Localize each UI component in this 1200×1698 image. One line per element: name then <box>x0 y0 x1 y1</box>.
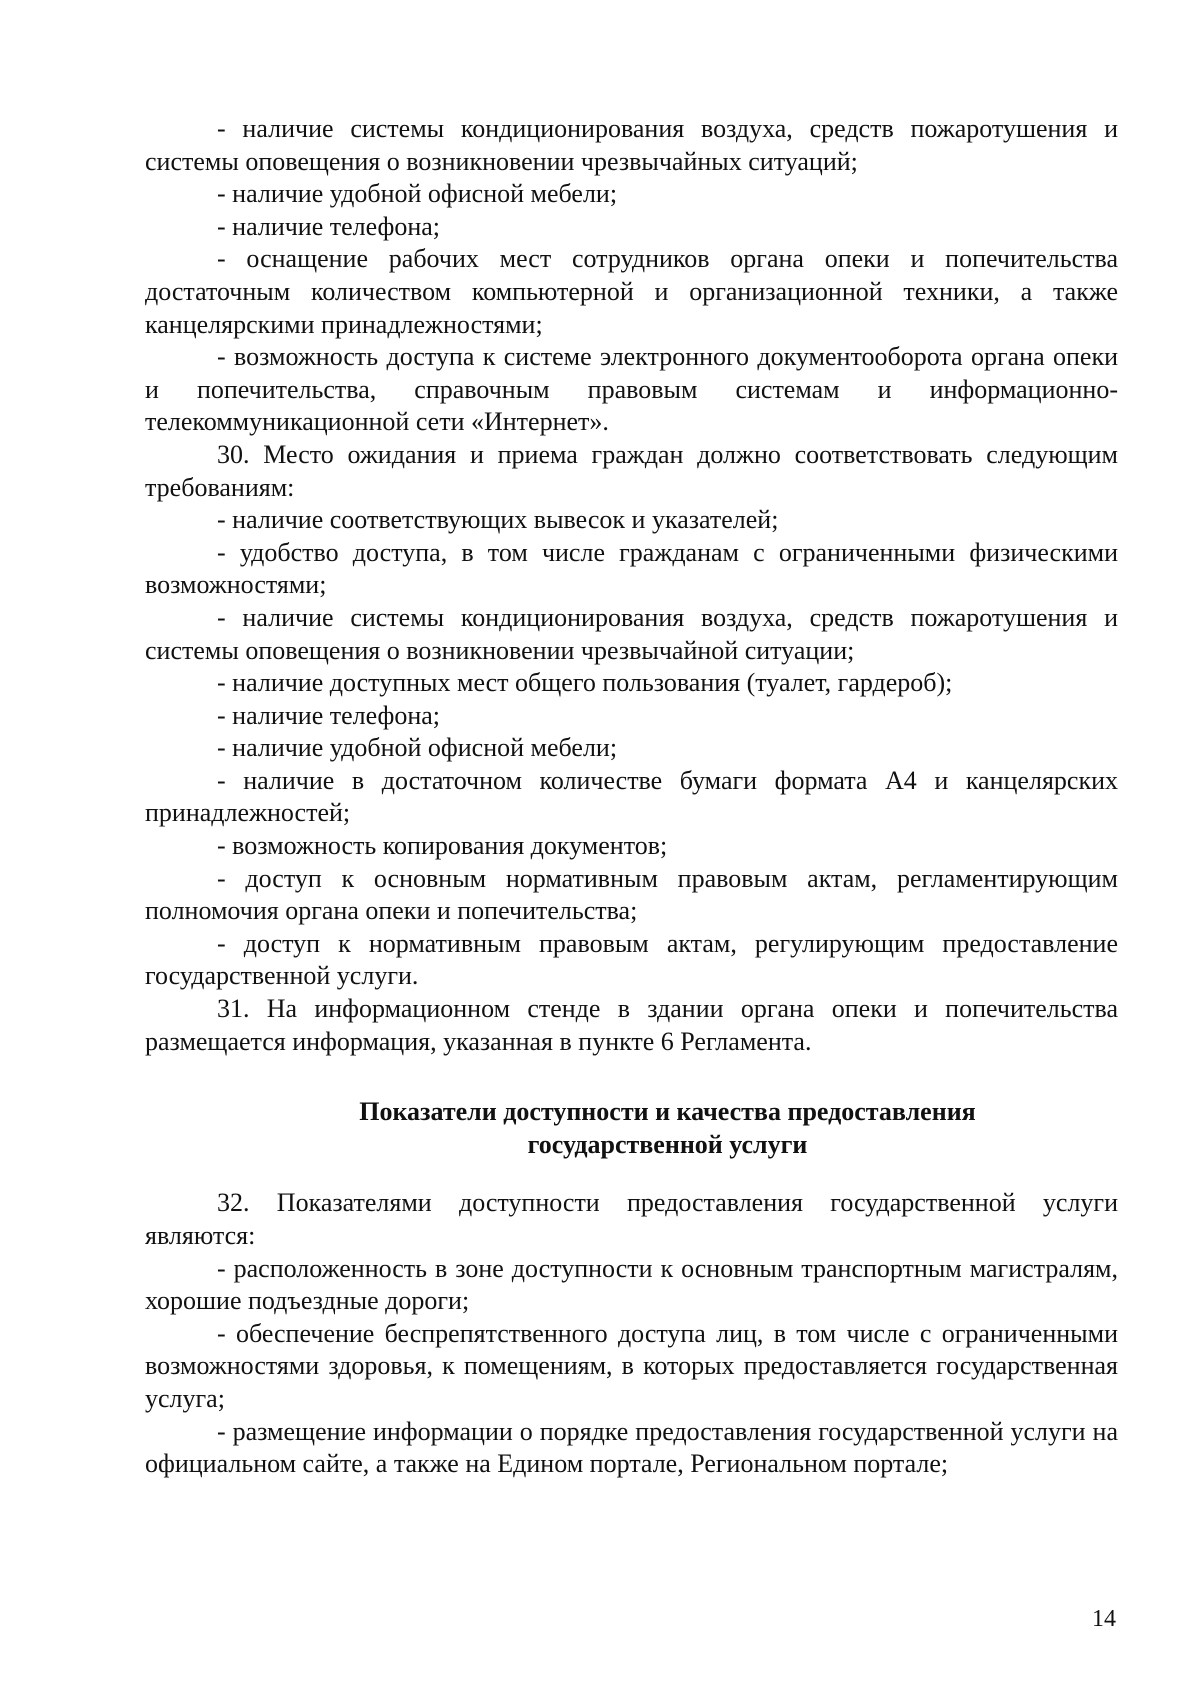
spacer <box>145 1058 1118 1096</box>
paragraph-furniture-2: - наличие удобной офисной мебели; <box>217 733 618 763</box>
paragraph-public-places: - наличие доступных мест общего пользования (туалет, гардероб); <box>217 668 953 698</box>
paragraph-item-31: 31. На информационном стенде в здании органа опеки и попечительства размещается информация, указанная в пункте 6 Регламента. <box>145 994 1118 1056</box>
document-body <box>145 113 1118 1481</box>
paragraph-edms-access: - возможность доступа к системе электронного документооборота органа опеки и попечительства, справочным правовым системам и информационно-телекоммуникационной сети «Интернет». <box>145 342 1118 437</box>
paragraph-phone-1: - наличие телефона; <box>217 211 441 241</box>
paragraph-transport: - расположенность в зоне доступности к основным транспортным магистралям, хорошие подъездные дороги; <box>145 1253 1118 1316</box>
section-heading-line1: Показатели доступности и качества предоставления <box>359 1097 976 1127</box>
paragraph-accessibility: - удобство доступа, в том числе гражданам с ограниченными физическими возможностями; <box>145 537 1118 600</box>
page-number: 14 <box>1092 1606 1116 1632</box>
paragraph-equipment: - оснащение рабочих мест сотрудников органа опеки и попечительства достаточным количеством компьютерной и организационной техники, а также канцелярскими принадлежностями; <box>145 244 1118 339</box>
section-heading-line2: государственной услуги <box>527 1129 808 1159</box>
paragraph-legal-acts-2: - доступ к нормативным правовым актам, регулирующим предоставление государственной услуги. <box>145 928 1118 991</box>
paragraph-paper-a4: - наличие в достаточном количестве бумаги формата А4 и канцелярских принадлежностей; <box>145 765 1118 828</box>
paragraph-conditioning-2: - наличие системы кондиционирования воздуха, средств пожаротушения и системы оповещения о возникновении чрезвычайной ситуации; <box>145 602 1118 665</box>
paragraph-copying: - возможность копирования документов; <box>217 831 668 861</box>
paragraph-barrier-free: - обеспечение беспрепятственного доступа лиц, в том числе с ограниченными возможностями здоровья, к помещениям, в которых предоставляется государственная услуга; <box>145 1318 1118 1413</box>
paragraph-item-32: 32. Показателями доступности предоставления государственной услуги являются: <box>145 1188 1118 1250</box>
paragraph-signs: - наличие соответствующих вывесок и указателей; <box>217 505 779 535</box>
paragraph-furniture-1: - наличие удобной офисной мебели; <box>217 179 618 209</box>
paragraph-website-info: - размещение информации о порядке предоставления государственной услуги на официальном сайте, а также на Едином портале, Региональном портале; <box>145 1416 1118 1479</box>
spacer <box>145 1161 1118 1187</box>
paragraph-item-30: 30. Место ожидания и приема граждан должно соответствовать следующим требованиям: <box>145 439 1118 502</box>
paragraph-phone-2: - наличие телефона; <box>217 700 441 730</box>
paragraph-legal-acts-1: - доступ к основным нормативным правовым актам, регламентирующим полномочия органа опеки и попечительства; <box>145 863 1118 926</box>
paragraph-conditioning-1: - наличие системы кондиционирования воздуха, средств пожаротушения и системы оповещения о возникновении чрезвычайных ситуаций; <box>145 114 1118 176</box>
